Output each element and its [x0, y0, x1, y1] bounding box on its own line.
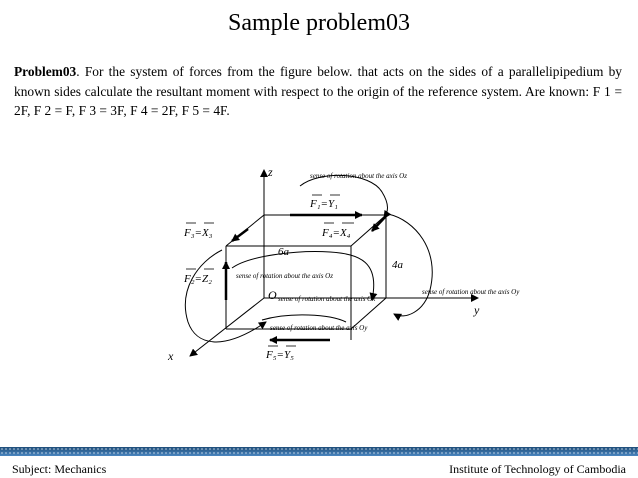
footer-institute: Institute of Technology of Cambodia: [449, 462, 626, 476]
dim-6a-label: 6a: [278, 246, 289, 258]
footer-subject: Subject: Mechanics: [12, 462, 107, 476]
rotation-oz-mid-label: sense of rotation about the axis Oz: [236, 272, 333, 280]
force-f4: [372, 216, 386, 231]
footer-band: [0, 447, 638, 456]
axis-y-label: y: [474, 303, 480, 317]
rotation-oz-top-label: sense of rotation about the axis Oz: [310, 172, 407, 180]
rotation-ox-mid-label: sense of rotation about the axis Ox: [278, 295, 376, 303]
axis-z-label: z: [268, 165, 273, 179]
dim-4a-label: 4a: [392, 259, 403, 271]
origin-label: O: [268, 288, 277, 302]
problem-label: Problem03: [14, 64, 77, 79]
problem-text: . For the system of forces from the figure below. that acts on the sides of a parallelipipedium by known sides calculate the resultant moment with respect to the origin of the reference system. Are known: F 1 = 2F, F 2 = F, F 3 = 3F, F 4 = 2F, F 5 = 4F.: [14, 64, 622, 118]
rotation-ox-bottom-label: sense of rotation about the axis Oy: [270, 324, 368, 332]
rotation-oz-top: [300, 175, 388, 218]
f5-label: F₅=Y₅: [266, 349, 294, 361]
rotation-ox-bottom: [262, 315, 346, 322]
x-axis: [190, 298, 264, 356]
f3-label: F₃=X₃: [184, 227, 213, 239]
f2-label: F₂=Z₂: [184, 273, 212, 285]
rotation-oy-label: sense of rotation about the axis Oy: [422, 288, 520, 296]
f4-label: F₄=X₄: [322, 227, 351, 239]
f1-label: F₁=Y₁: [310, 198, 338, 210]
slide-title: Sample problem03: [228, 10, 410, 36]
axis-x-label: x: [168, 349, 174, 363]
force-f3: [232, 229, 248, 241]
